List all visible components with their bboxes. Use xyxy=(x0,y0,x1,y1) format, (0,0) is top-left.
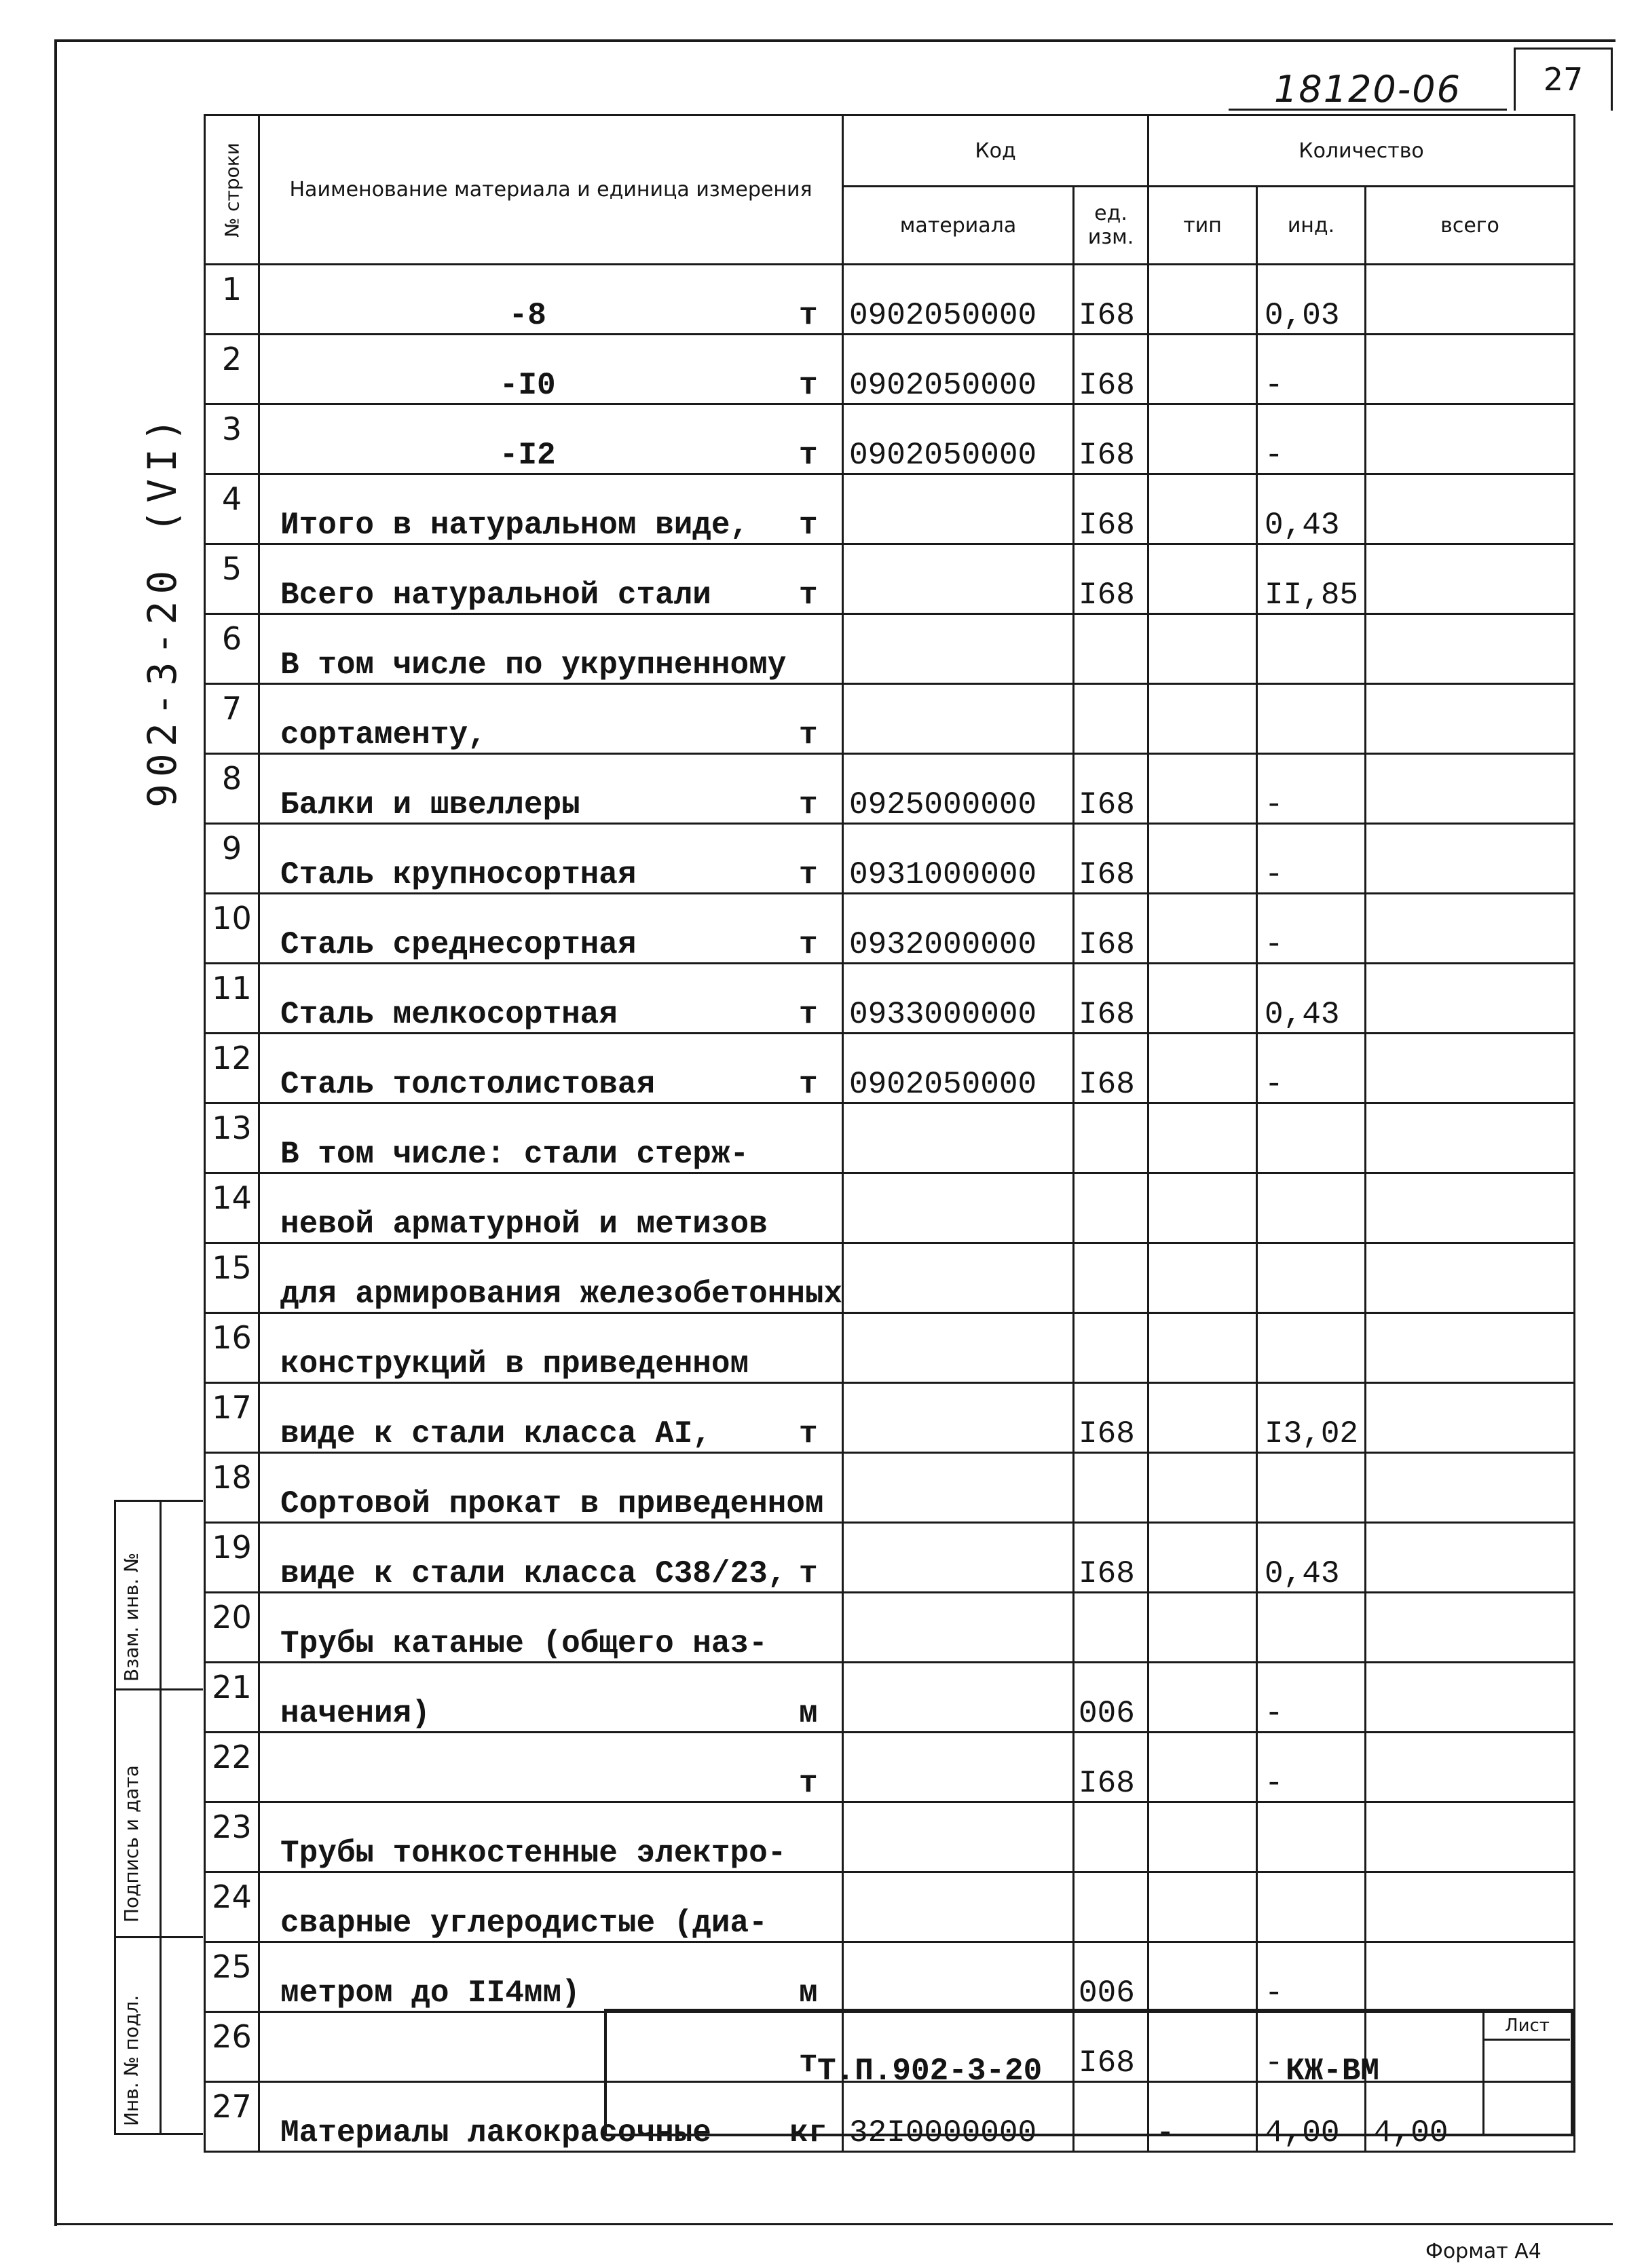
qty-total xyxy=(1366,1942,1575,2012)
unit-code xyxy=(1074,1313,1148,1383)
material-unit xyxy=(775,1313,843,1383)
qty-ind xyxy=(1257,614,1366,684)
material-name: сварные углеродистые (диа- xyxy=(259,1872,775,1942)
qty-type xyxy=(1148,1034,1257,1103)
title-block-sheet-label: Лист xyxy=(1484,2016,1570,2041)
material-unit: т xyxy=(775,1034,843,1103)
unit-code xyxy=(1074,614,1148,684)
qty-ind: - xyxy=(1257,754,1366,824)
unit-code xyxy=(1074,1243,1148,1313)
qty-type xyxy=(1148,1663,1257,1733)
qty-total xyxy=(1366,754,1575,824)
qty-ind: 4,00 xyxy=(1257,2082,1366,2152)
qty-ind xyxy=(1257,1593,1366,1663)
table-row xyxy=(205,474,1575,544)
approval-stamp xyxy=(114,1500,203,2135)
qty-total xyxy=(1366,824,1575,894)
header-qty-ind: инд. xyxy=(1257,187,1366,265)
qty-type xyxy=(1148,1593,1257,1663)
material-code: 0902050000 xyxy=(843,404,1074,474)
row-number: 7 xyxy=(205,684,259,754)
material-unit: кг xyxy=(775,2082,843,2152)
material-name: Сталь крупносортная xyxy=(259,824,775,894)
qty-type xyxy=(1148,614,1257,684)
table-row xyxy=(205,1453,1575,1523)
table-row xyxy=(205,1733,1575,1802)
qty-total xyxy=(1366,1872,1575,1942)
qty-total xyxy=(1366,1523,1575,1593)
material-unit: т xyxy=(775,824,843,894)
material-code: 0902050000 xyxy=(843,335,1074,404)
table-row xyxy=(205,1313,1575,1383)
row-number: 3 xyxy=(205,404,259,474)
qty-total xyxy=(1366,894,1575,964)
qty-type xyxy=(1148,1173,1257,1243)
qty-ind: - xyxy=(1257,2012,1366,2082)
qty-total xyxy=(1366,1103,1575,1173)
material-name: для армирования железобетонных xyxy=(259,1243,775,1313)
material-code: 0902050000 xyxy=(843,1034,1074,1103)
row-number: 27 xyxy=(205,2082,259,2152)
material-unit: т xyxy=(775,1733,843,1802)
table-row xyxy=(205,754,1575,824)
qty-total: 4,00 xyxy=(1366,2082,1575,2152)
material-code xyxy=(843,1243,1074,1313)
material-unit: т xyxy=(775,404,843,474)
stamp-sign-label: Подпись и дата xyxy=(120,1765,143,1923)
qty-type xyxy=(1148,1313,1257,1383)
row-number: 19 xyxy=(205,1523,259,1593)
title-block-mark: КЖ-ВМ xyxy=(1286,2054,1380,2089)
unit-code: I68 xyxy=(1074,1523,1148,1593)
material-code: 0932000000 xyxy=(843,894,1074,964)
row-number: 18 xyxy=(205,1453,259,1523)
document-number: 18120-06 xyxy=(1229,68,1507,111)
qty-type xyxy=(1148,1942,1257,2012)
qty-total xyxy=(1366,1313,1575,1383)
table-row xyxy=(205,1383,1575,1453)
material-code xyxy=(843,1383,1074,1453)
material-name: сортаменту, xyxy=(259,684,775,754)
table-row xyxy=(205,1034,1575,1103)
row-number: 24 xyxy=(205,1872,259,1942)
row-number: 14 xyxy=(205,1173,259,1243)
row-number: 12 xyxy=(205,1034,259,1103)
qty-type xyxy=(1148,1872,1257,1942)
row-number: 15 xyxy=(205,1243,259,1313)
qty-type: - xyxy=(1148,2082,1257,2152)
header-material-name: Наименование материала и единица измерения xyxy=(259,115,843,265)
qty-ind xyxy=(1257,684,1366,754)
material-name: -I0 xyxy=(259,335,775,404)
qty-total xyxy=(1366,1593,1575,1663)
material-name: метром до II4мм) xyxy=(259,1942,775,2012)
material-unit xyxy=(775,1103,843,1173)
title-block-sheet xyxy=(1482,2011,1570,2134)
row-number: 1 xyxy=(205,265,259,335)
material-unit: т xyxy=(775,335,843,404)
qty-ind xyxy=(1257,1173,1366,1243)
row-number: 16 xyxy=(205,1313,259,1383)
row-number: 13 xyxy=(205,1103,259,1173)
stamp-divider xyxy=(160,1502,162,2133)
table-row xyxy=(205,544,1575,614)
material-unit: т xyxy=(775,684,843,754)
unit-code xyxy=(1074,684,1148,754)
material-code xyxy=(843,614,1074,684)
qty-total xyxy=(1366,614,1575,684)
row-number: 22 xyxy=(205,1733,259,1802)
material-name: Сортовой прокат в приведенном xyxy=(259,1453,775,1523)
header-qty-total: всего xyxy=(1366,187,1575,265)
material-name xyxy=(259,1733,775,1802)
unit-code: I68 xyxy=(1074,544,1148,614)
material-code xyxy=(843,1872,1074,1942)
unit-code: I68 xyxy=(1074,404,1148,474)
unit-code xyxy=(1074,1103,1148,1173)
qty-total xyxy=(1366,964,1575,1034)
unit-code: I68 xyxy=(1074,335,1148,404)
row-number: 20 xyxy=(205,1593,259,1663)
unit-code: I68 xyxy=(1074,1383,1148,1453)
table-row xyxy=(205,265,1575,335)
table-row xyxy=(205,1942,1575,2012)
material-code xyxy=(843,1593,1074,1663)
material-name: начения) xyxy=(259,1663,775,1733)
material-name: -I2 xyxy=(259,404,775,474)
material-unit: т xyxy=(775,894,843,964)
header-code: Код xyxy=(843,115,1148,187)
materials-table xyxy=(204,114,1575,2153)
qty-ind xyxy=(1257,1313,1366,1383)
qty-total xyxy=(1366,404,1575,474)
row-number: 10 xyxy=(205,894,259,964)
header-quantity: Количество xyxy=(1148,115,1575,187)
table-row xyxy=(205,1802,1575,1872)
unit-code: 006 xyxy=(1074,1663,1148,1733)
material-code xyxy=(843,1733,1074,1802)
qty-ind: 0,03 xyxy=(1257,265,1366,335)
qty-ind: II,85 xyxy=(1257,544,1366,614)
material-name: невой арматурной и метизов xyxy=(259,1173,775,1243)
row-number: 21 xyxy=(205,1663,259,1733)
table-row xyxy=(205,614,1575,684)
row-number: 8 xyxy=(205,754,259,824)
material-name: Балки и швеллеры xyxy=(259,754,775,824)
material-code xyxy=(843,544,1074,614)
qty-type xyxy=(1148,404,1257,474)
table-row xyxy=(205,1523,1575,1593)
qty-type xyxy=(1148,544,1257,614)
material-unit xyxy=(775,1173,843,1243)
qty-ind: - xyxy=(1257,894,1366,964)
unit-code xyxy=(1074,1802,1148,1872)
title-block xyxy=(604,2009,1573,2136)
material-unit: т xyxy=(775,1523,843,1593)
qty-type xyxy=(1148,964,1257,1034)
side-code xyxy=(139,411,185,835)
unit-code: I68 xyxy=(1074,754,1148,824)
sheet-number: 27 xyxy=(1514,48,1613,111)
unit-code: I68 xyxy=(1074,1733,1148,1802)
material-name: Всего натуральной стали xyxy=(259,544,775,614)
qty-total xyxy=(1366,335,1575,404)
material-code: 0933000000 xyxy=(843,964,1074,1034)
material-unit: т xyxy=(775,964,843,1034)
table-row xyxy=(205,894,1575,964)
table-row xyxy=(205,335,1575,404)
material-code: 32I0000000 xyxy=(843,2082,1074,2152)
bottom-rule xyxy=(54,2223,1613,2225)
qty-ind: 0,43 xyxy=(1257,964,1366,1034)
table-row xyxy=(205,1593,1575,1663)
header-row-number: № строки xyxy=(205,115,259,265)
qty-ind: 0,43 xyxy=(1257,1523,1366,1593)
stamp-inv-label: Инв. № подл. xyxy=(120,1995,143,2126)
table-row xyxy=(205,1243,1575,1313)
material-unit: т xyxy=(775,474,843,544)
material-code: 0925000000 xyxy=(843,754,1074,824)
qty-type xyxy=(1148,474,1257,544)
qty-type xyxy=(1148,824,1257,894)
material-name: Материалы лакокрасочные xyxy=(259,2082,775,2152)
material-code: 0931000000 xyxy=(843,824,1074,894)
material-unit xyxy=(775,1872,843,1942)
qty-type xyxy=(1148,894,1257,964)
material-name: виде к стали класса С38/23, xyxy=(259,1523,775,1593)
material-unit: т xyxy=(775,265,843,335)
qty-type xyxy=(1148,1733,1257,1802)
qty-type xyxy=(1148,1243,1257,1313)
table-row xyxy=(205,1872,1575,1942)
material-code xyxy=(843,1173,1074,1243)
row-number: 23 xyxy=(205,1802,259,1872)
qty-total xyxy=(1366,1453,1575,1523)
qty-type xyxy=(1148,1802,1257,1872)
material-code xyxy=(843,684,1074,754)
row-number: 25 xyxy=(205,1942,259,2012)
row-number: 4 xyxy=(205,474,259,544)
qty-type xyxy=(1148,1103,1257,1173)
material-unit: м xyxy=(775,1663,843,1733)
qty-total xyxy=(1366,1034,1575,1103)
unit-code xyxy=(1074,1872,1148,1942)
material-unit: т xyxy=(775,544,843,614)
title-block-code: Т.П.902-3-20 xyxy=(817,2054,1043,2089)
qty-type xyxy=(1148,1383,1257,1453)
unit-code xyxy=(1074,1593,1148,1663)
qty-type xyxy=(1148,335,1257,404)
unit-code: 006 xyxy=(1074,1942,1148,2012)
qty-total xyxy=(1366,265,1575,335)
material-name: Сталь среднесортная xyxy=(259,894,775,964)
material-unit: т xyxy=(775,754,843,824)
qty-total xyxy=(1366,684,1575,754)
unit-code: I68 xyxy=(1074,474,1148,544)
qty-ind: 0,43 xyxy=(1257,474,1366,544)
header-code-material: материала xyxy=(843,187,1074,265)
unit-code: I68 xyxy=(1074,964,1148,1034)
row-number: 6 xyxy=(205,614,259,684)
material-name: Сталь толстолистовая xyxy=(259,1034,775,1103)
material-name: Трубы катаные (общего наз- xyxy=(259,1593,775,1663)
material-name: конструкций в приведенном xyxy=(259,1313,775,1383)
qty-total xyxy=(1366,1383,1575,1453)
material-unit: м xyxy=(775,1942,843,2012)
qty-total xyxy=(1366,1243,1575,1313)
material-code xyxy=(843,1103,1074,1173)
table-row xyxy=(205,684,1575,754)
material-name: Сталь мелкосортная xyxy=(259,964,775,1034)
qty-ind xyxy=(1257,1103,1366,1173)
unit-code: I68 xyxy=(1074,824,1148,894)
material-code xyxy=(843,1942,1074,2012)
qty-type xyxy=(1148,265,1257,335)
header-qty-type: тип xyxy=(1148,187,1257,265)
stamp-divider xyxy=(116,1688,203,1690)
material-name: Итого в натуральном виде, xyxy=(259,474,775,544)
qty-ind: - xyxy=(1257,335,1366,404)
table-row xyxy=(205,404,1575,474)
qty-ind: I3,02 xyxy=(1257,1383,1366,1453)
qty-total xyxy=(1366,544,1575,614)
qty-total xyxy=(1366,1802,1575,1872)
qty-ind: - xyxy=(1257,404,1366,474)
table-row xyxy=(205,1103,1575,1173)
material-name: В том числе по укрупненному xyxy=(259,614,775,684)
row-number: 5 xyxy=(205,544,259,614)
qty-type xyxy=(1148,754,1257,824)
material-code xyxy=(843,1802,1074,1872)
unit-code: I68 xyxy=(1074,265,1148,335)
table-body xyxy=(205,265,1575,2152)
format-label: Формат А4 xyxy=(1425,2239,1542,2263)
unit-code: I68 xyxy=(1074,1034,1148,1103)
qty-type xyxy=(1148,1523,1257,1593)
material-code xyxy=(843,1313,1074,1383)
qty-ind xyxy=(1257,1802,1366,1872)
qty-total xyxy=(1366,1173,1575,1243)
material-code xyxy=(843,474,1074,544)
stamp-divider xyxy=(116,1936,203,1938)
unit-code: I68 xyxy=(1074,894,1148,964)
row-number: 26 xyxy=(205,2012,259,2082)
material-name: Трубы тонкостенные электро- xyxy=(259,1802,775,1872)
material-code: 0902050000 xyxy=(843,265,1074,335)
qty-total xyxy=(1366,474,1575,544)
material-unit: т xyxy=(775,1383,843,1453)
side-code-text: 902-3-20 (VI) xyxy=(139,411,185,808)
unit-code xyxy=(1074,1173,1148,1243)
material-name: -8 xyxy=(259,265,775,335)
qty-type xyxy=(1148,1453,1257,1523)
qty-type xyxy=(1148,684,1257,754)
qty-ind xyxy=(1257,1243,1366,1313)
table-row xyxy=(205,1173,1575,1243)
qty-total xyxy=(1366,1733,1575,1802)
row-number: 2 xyxy=(205,335,259,404)
unit-code xyxy=(1074,1453,1148,1523)
qty-ind xyxy=(1257,1872,1366,1942)
qty-ind: - xyxy=(1257,1733,1366,1802)
material-code xyxy=(843,1663,1074,1733)
table-row xyxy=(205,824,1575,894)
material-unit: т xyxy=(775,2012,843,2082)
qty-ind: - xyxy=(1257,824,1366,894)
stamp-replace-label: Взам. инв. № xyxy=(120,1552,143,1682)
row-number: 9 xyxy=(205,824,259,894)
table-row xyxy=(205,964,1575,1034)
row-number: 17 xyxy=(205,1383,259,1453)
qty-ind: - xyxy=(1257,1034,1366,1103)
unit-code: I68 xyxy=(1074,2012,1148,2082)
material-name: виде к стали класса AI, xyxy=(259,1383,775,1453)
row-number: 11 xyxy=(205,964,259,1034)
qty-ind: - xyxy=(1257,1942,1366,2012)
material-name: В том числе: стали стерж- xyxy=(259,1103,775,1173)
qty-ind xyxy=(1257,1453,1366,1523)
material-unit xyxy=(775,1593,843,1663)
header-code-unit: ед. изм. xyxy=(1074,187,1148,265)
material-code xyxy=(843,1453,1074,1523)
table-row xyxy=(205,1663,1575,1733)
qty-ind: - xyxy=(1257,1663,1366,1733)
material-code xyxy=(843,1523,1074,1593)
qty-total xyxy=(1366,1663,1575,1733)
